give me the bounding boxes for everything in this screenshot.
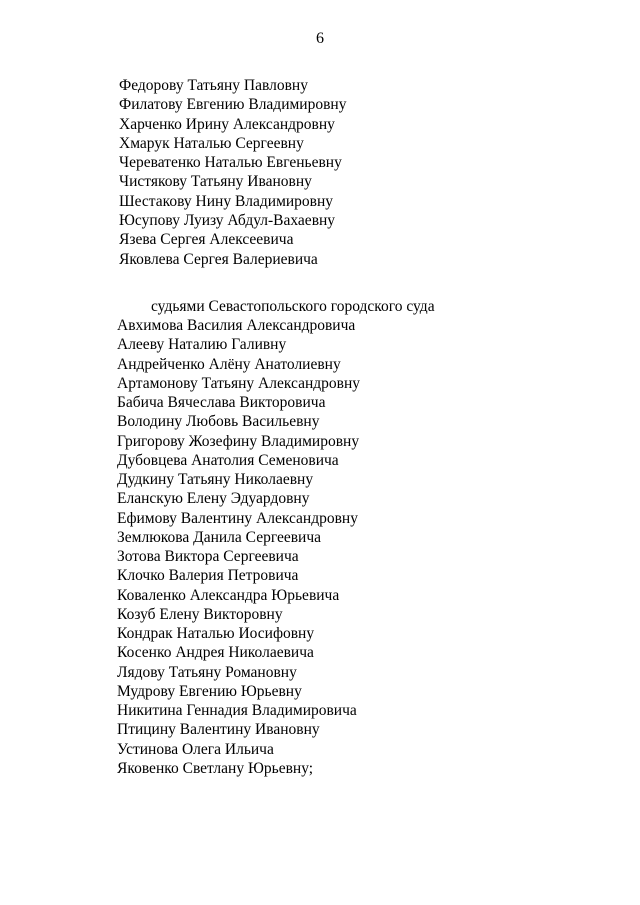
list-item: Еланскую Елену Эдуардовну — [117, 490, 310, 508]
list-item: Бабича Вячеслава Викторовича — [117, 394, 326, 411]
list-item: Лядову Татьяну Романовну — [117, 663, 297, 681]
list-item: Андрейченко Алёну Анатолиевну — [117, 355, 341, 373]
list-item: Яковенко Светлану Юрьевну; — [117, 759, 314, 777]
list-item: Филатову Евгению Владимировну — [119, 96, 347, 114]
list-item: Володину Любовь Васильевну — [117, 413, 320, 431]
section-heading: судьями Севастопольского городского суда — [151, 298, 435, 315]
list-item: Алееву Наталию Галивну — [117, 336, 287, 354]
list-item: Федорову Татьяну Павловну — [119, 77, 308, 94]
list-item: Дудкину Татьяну Николаевну — [117, 471, 314, 488]
list-item: Харченко Ирину Александровну — [119, 115, 335, 133]
list-item: Хмарук Наталью Сергеевну — [119, 134, 304, 152]
list-item: Ефимову Валентину Александровну — [117, 509, 358, 527]
list-item: Землюкова Данила Сергеевича — [117, 528, 322, 546]
list-item: Чистякову Татьяну Ивановну — [119, 173, 312, 191]
list-item: Козуб Елену Викторовну — [117, 605, 283, 623]
list-item: Птицину Валентину Ивановну — [117, 721, 320, 739]
list-item: Кондрак Наталью Иосифовну — [117, 625, 315, 642]
list-item: Косенко Андрея Николаевича — [117, 644, 314, 662]
names-list-sevastopol-court — [117, 316, 360, 778]
list-item: Авхимова Василия Александровича — [117, 317, 356, 334]
list-item: Юсупову Луизу Абдул-Вахаевну — [119, 212, 336, 230]
page-number: 6 — [316, 30, 324, 47]
list-item: Яковлева Сергея Валериевича — [119, 250, 318, 268]
list-item: Устинова Олега Ильича — [117, 740, 274, 758]
names-list-continued — [119, 76, 346, 269]
list-item: Мудрову Евгению Юрьевну — [117, 682, 302, 700]
list-item: Череватенко Наталью Евгеньевну — [119, 154, 342, 172]
list-item: Дубовцева Анатолия Семеновича — [117, 451, 339, 469]
list-item: Зотова Виктора Сергеевича — [117, 548, 299, 565]
list-item: Григорову Жозефину Владимировну — [117, 432, 360, 450]
list-item: Язева Сергея Алексеевича — [119, 231, 294, 249]
list-item: Клочко Валерия Петровича — [117, 567, 299, 585]
list-item: Никитина Геннадия Владимировича — [117, 702, 357, 719]
list-item: Артамонову Татьяну Александровну — [117, 374, 360, 392]
list-item: Шестакову Нину Владимировну — [119, 192, 334, 210]
list-item: Коваленко Александра Юрьевича — [117, 586, 340, 604]
